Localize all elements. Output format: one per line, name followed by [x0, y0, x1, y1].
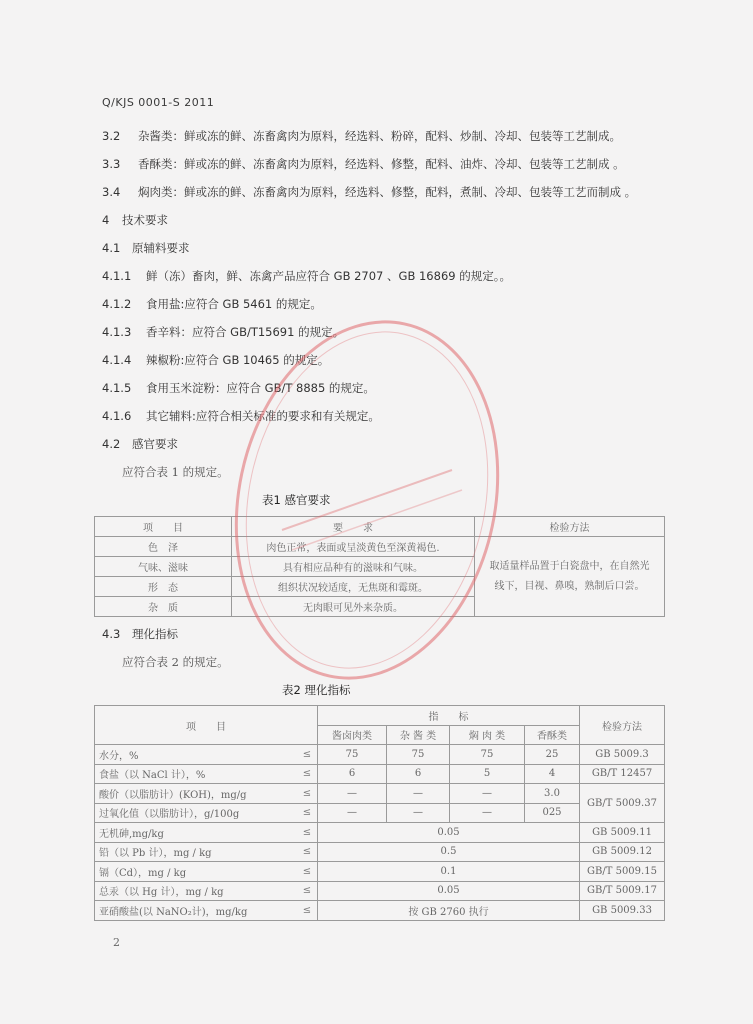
clause-4-1-2: 4.1.2 食用盐:应符合 GB 5461 的规定。	[102, 297, 322, 311]
clause-4-1-5: 4.1.5 食用玉米淀粉：应符合 GB/T 8885 的规定。	[102, 381, 375, 395]
sensory-requirements-table	[94, 516, 665, 617]
clause-4-1-6: 4.1.6 其它辅料:应符合相关标准的要求和有关规定。	[102, 409, 380, 423]
table-row: 杂 质 无肉眼可见外来杂质。	[95, 597, 665, 617]
table-row: 酸价（以脂肪计）(KOH)，mg/g ≤ — — — 3.0 GB/T 5009.37	[95, 784, 665, 804]
table-subheader-row: 酱卤肉类 杂 酱 类 焖 肉 类 香酥类	[95, 725, 665, 745]
section-4-1-heading: 4.1 原辅料要求	[102, 241, 190, 255]
table-row: 过氧化值（以脂肪计），g/100g ≤ — — — 025	[95, 803, 665, 823]
table-row: 铅（以 Pb 计），mg / kg ≤ 0.5 GB 5009.12	[95, 842, 665, 862]
table1-reference-note: 应符合表 1 的规定。	[122, 465, 229, 479]
table-row: 亚硝酸盐(以 NaNO₂计)，mg/kg ≤ 按 GB 2760 执行 GB 5009.33	[95, 901, 665, 921]
standard-code-header: Q/KJS 0001-S 2011	[102, 96, 215, 109]
table-row: 水分，% ≤ 75 75 75 25 GB 5009.3	[95, 745, 665, 765]
inspection-method-cell: 取适量样品置于白瓷盘中，在自然光线下，目视、鼻嗅，熟制后口尝。	[475, 537, 665, 617]
table-row: 无机砷,mg/kg ≤ 0.05 GB 5009.11	[95, 823, 665, 843]
table-row: 食盐（以 NaCl 计），% ≤ 6 6 5 4 GB/T 12457	[95, 764, 665, 784]
clause-3-4: 3.4 焖肉类：鲜或冻的鲜、冻畜禽肉为原料，经选料、修整，配料，煮制、冷却、包装等工艺而制成 。	[102, 185, 637, 199]
clause-4-1-1: 4.1.1 鲜（冻）畜肉，鲜、冻禽产品应符合 GB 2707 、GB 16869 的规定。。	[102, 269, 511, 283]
clause-3-2: 3.2 杂酱类：鲜或冻的鲜、冻畜禽肉为原料，经选料、粉碎，配料、炒制、冷却、包装等工艺制成。	[102, 129, 621, 143]
table-header-row: 项 目 要 求 检验方法	[95, 517, 665, 537]
section-4-2-heading: 4.2 感官要求	[102, 437, 178, 451]
table-row: 形 态 组织状况较适度，无焦斑和霉斑。	[95, 577, 665, 597]
clause-3-3: 3.3 香酥类：鲜或冻的鲜、冻畜禽肉为原料，经选料、修整，配料、油炸、冷却、包装等工艺制成 。	[102, 157, 625, 171]
section-4-heading: 4 技术要求	[102, 213, 168, 227]
section-4-3-heading: 4.3 理化指标	[102, 627, 178, 641]
table-header-row: 项 目 指 标 检验方法	[95, 706, 665, 726]
table2-caption: 表2 理化指标	[282, 683, 351, 697]
page-number: 2	[113, 936, 120, 949]
table-row: 气味、滋味 具有相应品种有的滋味和气味。	[95, 557, 665, 577]
clause-4-1-3: 4.1.3 香辛料：应符合 GB/T15691 的规定。	[102, 325, 345, 339]
table-row: 总汞（以 Hg 计），mg / kg ≤ 0.05 GB/T 5009.17	[95, 881, 665, 901]
table2-reference-note: 应符合表 2 的规定。	[122, 655, 229, 669]
table1-caption: 表1 感官要求	[262, 493, 331, 507]
table-row: 镉（Cd），mg / kg ≤ 0.1 GB/T 5009.15	[95, 862, 665, 882]
clause-4-1-4: 4.1.4 辣椒粉:应符合 GB 10465 的规定。	[102, 353, 330, 367]
table-row: 色 泽 肉色正常，表面或呈淡黄色至深黄褐色. 取适量样品置于白瓷盘中，在自然光线下，目视、鼻嗅，熟制后口尝。	[95, 537, 665, 557]
physicochemical-index-table	[94, 705, 665, 921]
